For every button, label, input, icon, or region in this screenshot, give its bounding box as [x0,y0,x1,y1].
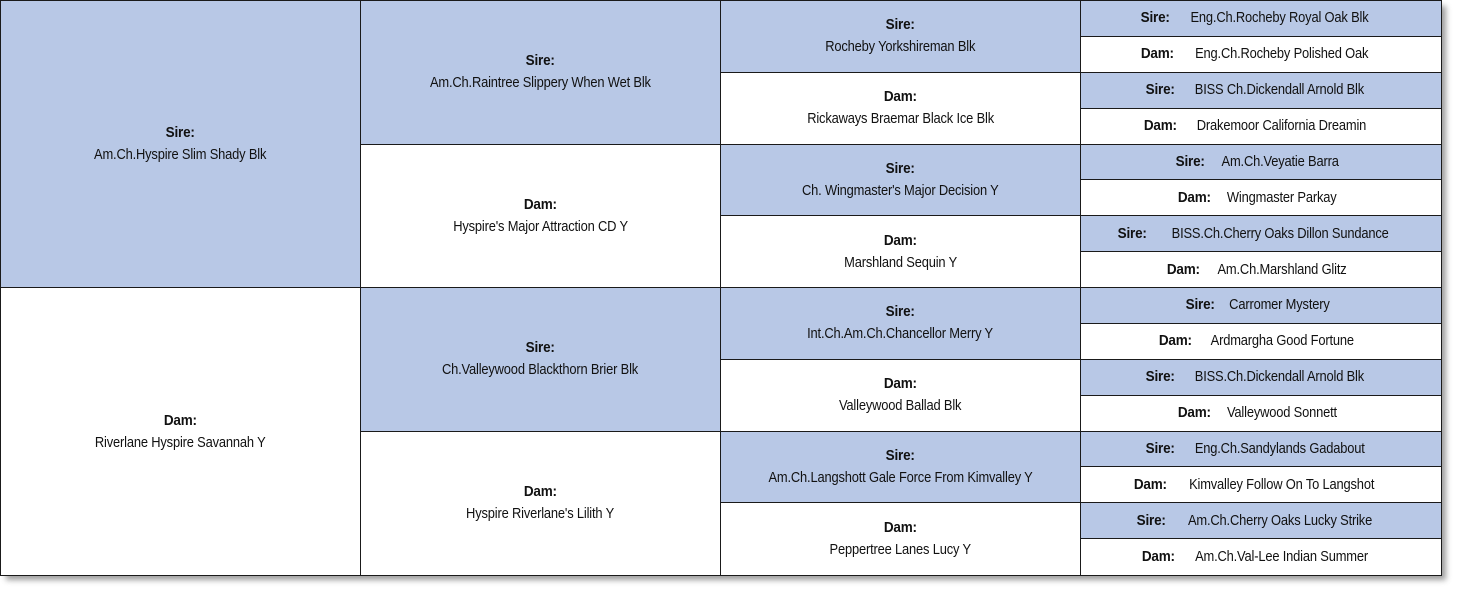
role-label: Sire: [885,159,916,177]
role-label: Dam: [1143,117,1177,135]
gen4-cell-9 [1081,288,1441,324]
dog-name: Eng.Ch.Rocheby Polished Oak [1195,45,1369,63]
role-label: Sire: [1145,368,1175,386]
gen4-cell-6 [1081,180,1441,216]
dog-name: Valleywood Sonnett [1226,404,1337,422]
gen2-cell-1 [361,1,721,145]
dog-name: Eng.Ch.Sandylands Gadabout [1194,439,1365,457]
dog-name: Valleywood Ballad Blk [839,397,962,415]
gen3-cell-8 [721,503,1081,575]
role-label: Sire: [1117,224,1147,242]
gen4-cell-16 [1081,539,1441,575]
gen4-cell-5 [1081,145,1441,181]
role-label: Dam: [1134,475,1168,493]
gen3-cell-3 [721,145,1081,217]
dog-name: BISS Ch.Dickendall Arnold Blk [1195,81,1365,99]
dog-name: Marshland Sequin Y [844,253,957,271]
role-label: Dam: [163,411,198,429]
gen1-sire-cell [1,1,361,288]
dog-name: Drakemoor California Dreamin [1197,117,1367,135]
dog-name: Riverlane Hyspire Savannah Y [95,433,266,451]
role-label: Dam: [1141,45,1175,63]
role-label: Sire: [1140,9,1170,27]
gen4-cell-15 [1081,503,1441,539]
role-label: Sire: [1185,296,1215,314]
role-label: Dam: [883,88,918,106]
role-label: Dam: [1141,548,1175,566]
role-label: Sire: [1136,511,1167,529]
dog-name: Am.Ch.Hyspire Slim Shady Blk [94,146,267,163]
dog-name: Rocheby Yorkshireman Blk [825,38,976,56]
dog-name: Hyspire's Major Attraction CD Y [453,217,628,235]
role-label: Dam: [883,375,918,393]
dog-name: Carromer Mystery [1229,296,1330,314]
gen4-cell-1 [1081,1,1441,37]
gen4-cell-2 [1081,37,1441,73]
dog-name: Rickaways Braemar Black Ice Blk [807,110,994,128]
dog-name: Am.Ch.Raintree Slippery When Wet Blk [430,74,651,92]
gen4-cell-10 [1081,324,1441,360]
dog-name: Ch. Wingmaster's Major Decision Y [802,181,999,199]
dog-name: Am.Ch.Cherry Oaks Lucky Strike [1187,511,1372,529]
gen3-cell-2 [721,73,1081,145]
gen4-cell-8 [1081,252,1441,288]
gen4-cell-3 [1081,73,1441,109]
gen4-cell-12 [1081,396,1441,432]
role-label: Sire: [165,124,196,141]
gen3-cell-1 [721,1,1081,73]
role-label: Sire: [885,16,916,34]
dog-name: Kimvalley Follow On To Langshot [1189,475,1375,493]
dog-name: Wingmaster Parkay [1227,188,1337,206]
role-label: Sire: [885,446,916,464]
gen1-dam-cell [1,288,361,575]
gen3-cell-7 [721,432,1081,504]
dog-name: Am.Ch.Marshland Glitz [1217,260,1347,278]
role-label: Sire: [525,52,556,70]
dog-name: Hyspire Riverlane's Lilith Y [466,505,615,523]
role-label: Dam: [1158,332,1192,350]
gen4-cell-4 [1081,109,1441,145]
dog-name: Am.Ch.Val-Lee Indian Summer [1195,548,1369,566]
role-label: Sire: [885,303,916,321]
dog-name: Am.Ch.Langshott Gale Force From Kimvalley Y [768,468,1033,486]
role-label: Dam: [1166,260,1201,278]
dog-name: Ardmargha Good Fortune [1210,332,1354,350]
role-label: Dam: [883,231,918,249]
gen2-cell-3 [361,288,721,432]
gen4-cell-11 [1081,360,1441,396]
gen4-cell-13 [1081,432,1441,468]
gen2-cell-4 [361,432,721,576]
role-label: Sire: [1145,439,1175,457]
gen3-cell-4 [721,216,1081,288]
dog-name: Ch.Valleywood Blackthorn Brier Blk [442,361,639,379]
dog-name: Peppertree Lanes Lucy Y [829,541,972,559]
dog-name: Int.Ch.Am.Ch.Chancellor Merry Y [807,325,994,343]
dog-name: BISS.Ch.Cherry Oaks Dillon Sundance [1171,224,1389,242]
gen3-cell-5 [721,288,1081,360]
gen3-cell-6 [721,360,1081,432]
role-label: Dam: [523,195,558,213]
role-label: Dam: [1178,188,1212,206]
dog-name: Eng.Ch.Rocheby Royal Oak Blk [1190,9,1369,27]
gen4-cell-14 [1081,467,1441,503]
dog-name: Am.Ch.Veyatie Barra [1221,152,1339,170]
role-label: Sire: [1145,81,1175,99]
gen2-cell-2 [361,145,721,289]
role-label: Sire: [525,339,556,357]
role-label: Dam: [523,483,558,501]
role-label: Sire: [1175,152,1205,170]
gen4-cell-7 [1081,216,1441,252]
dog-name: BISS.Ch.Dickendall Arnold Blk [1195,368,1365,386]
role-label: Dam: [1178,404,1212,422]
role-label: Dam: [883,519,918,537]
